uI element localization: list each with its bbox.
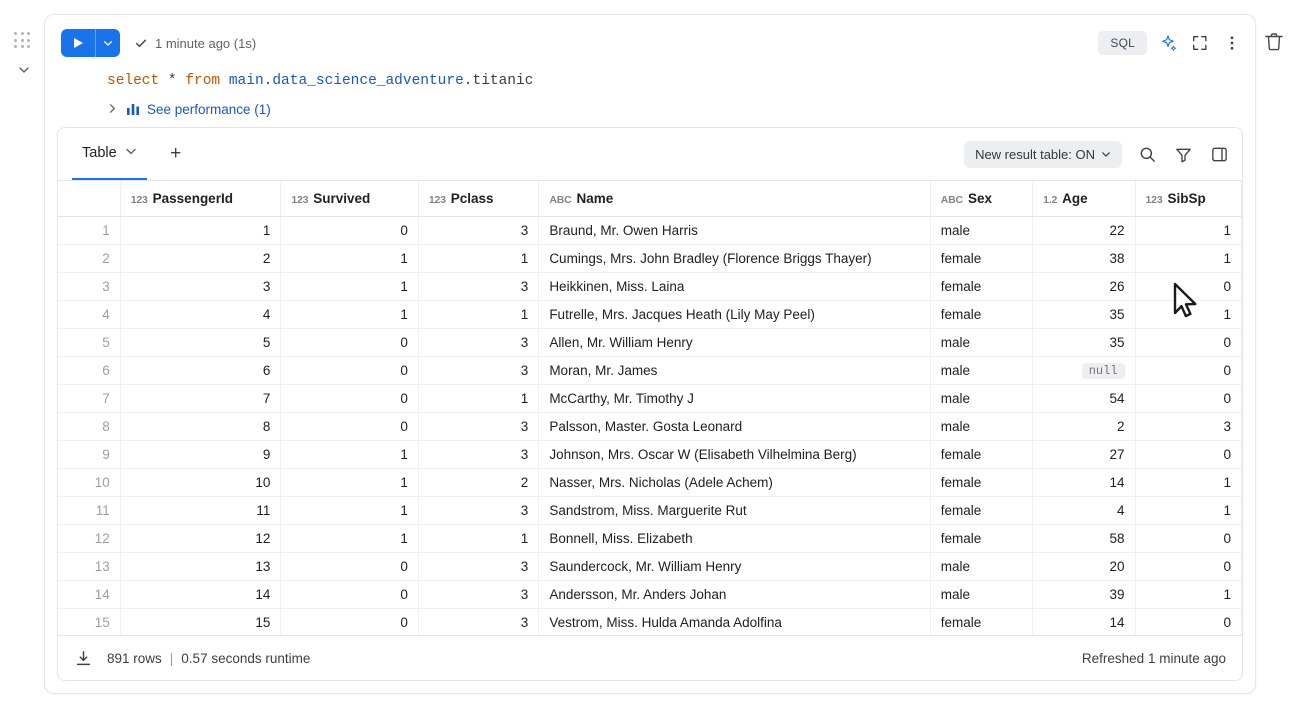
- left-rail: [0, 0, 44, 706]
- cell-sex[interactable]: male: [930, 580, 1032, 608]
- chevron-down-icon[interactable]: [125, 145, 137, 161]
- row-number: 15: [58, 608, 120, 635]
- cell-passengerid[interactable]: 10: [120, 468, 281, 496]
- sparkle-icon[interactable]: [1157, 32, 1179, 54]
- table-row[interactable]: [58, 440, 1242, 468]
- cell-age[interactable]: [1033, 356, 1135, 384]
- table-header-row: [58, 181, 1242, 216]
- table-row[interactable]: [58, 496, 1242, 524]
- cell-passengerid[interactable]: 1: [120, 216, 281, 244]
- toggle-caret-icon: [1101, 147, 1111, 162]
- cell-age[interactable]: 58: [1033, 524, 1135, 552]
- cell-sex[interactable]: female: [930, 440, 1032, 468]
- row-number: 11: [58, 496, 120, 524]
- cell-pclass[interactable]: 2: [418, 468, 538, 496]
- table-row[interactable]: [58, 552, 1242, 580]
- cell-survived[interactable]: 0: [281, 216, 419, 244]
- cell-sibsp[interactable]: 1: [1135, 300, 1241, 328]
- cell-pclass[interactable]: 3: [418, 580, 538, 608]
- fullscreen-icon[interactable]: [1189, 32, 1211, 54]
- results-panel: [57, 127, 1243, 681]
- drag-handle-icon[interactable]: [14, 32, 32, 50]
- sql-language-chip[interactable]: SQL: [1098, 31, 1147, 55]
- cell-survived[interactable]: 0: [281, 384, 419, 412]
- cell-name[interactable]: Palsson, Master. Gosta Leonard: [539, 412, 930, 440]
- cell-age[interactable]: 14: [1033, 468, 1135, 496]
- cell-sex[interactable]: female: [930, 468, 1032, 496]
- row-number: 3: [58, 272, 120, 300]
- column-type-icon: 123: [291, 193, 309, 206]
- cell-sex[interactable]: female: [930, 608, 1032, 635]
- sql-cell: [44, 14, 1256, 694]
- cell-pclass[interactable]: 1: [418, 244, 538, 272]
- collapse-chevron-icon[interactable]: [16, 62, 32, 78]
- more-options-icon[interactable]: [1221, 32, 1243, 54]
- cell-age[interactable]: 4: [1033, 496, 1135, 524]
- cell-name[interactable]: Futrelle, Mrs. Jacques Heath (Lily May Peel): [539, 300, 930, 328]
- cell-name[interactable]: Cumings, Mrs. John Bradley (Florence Briggs Thayer): [539, 244, 930, 272]
- cell-age[interactable]: 14: [1033, 608, 1135, 635]
- table-row[interactable]: [58, 328, 1242, 356]
- cell-sex[interactable]: female: [930, 496, 1032, 524]
- new-result-table-toggle[interactable]: [964, 141, 1122, 168]
- cell-name[interactable]: Nasser, Mrs. Nicholas (Adele Achem): [539, 468, 930, 496]
- cell-name[interactable]: Saundercock, Mr. William Henry: [539, 552, 930, 580]
- new-result-table-label: New result table: ON: [975, 146, 1095, 162]
- table-header-rownum: [58, 181, 120, 216]
- table-row[interactable]: [58, 412, 1242, 440]
- column-type-icon: 123: [1145, 193, 1163, 206]
- cell-name[interactable]: Heikkinen, Miss. Laina: [539, 272, 930, 300]
- cell-pclass[interactable]: 1: [418, 524, 538, 552]
- table-row[interactable]: [58, 216, 1242, 244]
- cell-sex[interactable]: female: [930, 300, 1032, 328]
- cell-age[interactable]: 22: [1033, 216, 1135, 244]
- run-status: [134, 36, 256, 51]
- sql-dot-2: .: [463, 73, 473, 89]
- cell-age[interactable]: 38: [1033, 244, 1135, 272]
- cell-sibsp[interactable]: 1: [1135, 580, 1241, 608]
- filter-icon[interactable]: [1172, 143, 1194, 165]
- table-header-survived[interactable]: [281, 181, 419, 216]
- delete-cell-icon[interactable]: [1262, 30, 1286, 54]
- cell-sibsp[interactable]: 1: [1135, 244, 1241, 272]
- runtime-label: 0.57 seconds runtime: [181, 650, 311, 666]
- cell-passengerid[interactable]: 15: [120, 608, 281, 635]
- table-row[interactable]: [58, 468, 1242, 496]
- table-row[interactable]: [58, 356, 1242, 384]
- table-body: [58, 216, 1242, 635]
- column-label: Sex: [967, 190, 992, 206]
- cell-survived[interactable]: 0: [281, 608, 419, 635]
- cell-pclass[interactable]: 3: [418, 440, 538, 468]
- cell-age[interactable]: 27: [1033, 440, 1135, 468]
- cell-pclass[interactable]: 3: [418, 412, 538, 440]
- cell-pclass[interactable]: 3: [418, 356, 538, 384]
- sql-editor[interactable]: [45, 71, 1255, 91]
- cell-age[interactable]: 20: [1033, 552, 1135, 580]
- cell-age[interactable]: 35: [1033, 328, 1135, 356]
- cell-sibsp[interactable]: 1: [1135, 216, 1241, 244]
- cell-sex[interactable]: male: [930, 412, 1032, 440]
- row-number: 2: [58, 244, 120, 272]
- cell-name[interactable]: Vestrom, Miss. Hulda Amanda Adolfina: [539, 608, 930, 635]
- footer-separator: |: [169, 650, 174, 666]
- results-table: [58, 181, 1242, 635]
- sql-schema: main: [228, 73, 264, 89]
- cell-survived[interactable]: 0: [281, 412, 419, 440]
- cell-passengerid[interactable]: 3: [120, 272, 281, 300]
- sql-star: *: [159, 73, 186, 89]
- toolbar-right-actions: [1098, 15, 1243, 71]
- row-number: 1: [58, 216, 120, 244]
- play-icon: [61, 29, 95, 57]
- cell-sex[interactable]: male: [930, 552, 1032, 580]
- table-row[interactable]: [58, 524, 1242, 552]
- cell-pclass[interactable]: 3: [418, 216, 538, 244]
- download-icon[interactable]: [74, 649, 93, 668]
- cell-name[interactable]: Allen, Mr. William Henry: [539, 328, 930, 356]
- cell-passengerid[interactable]: 2: [120, 244, 281, 272]
- cell-pclass[interactable]: 3: [418, 552, 538, 580]
- cell-survived[interactable]: 0: [281, 328, 419, 356]
- row-number: 13: [58, 552, 120, 580]
- cell-name[interactable]: McCarthy, Mr. Timothy J: [539, 384, 930, 412]
- cell-passengerid[interactable]: 8: [120, 412, 281, 440]
- sql-dot-1: .: [263, 73, 273, 89]
- table-header-name[interactable]: [539, 181, 930, 216]
- cell-pclass[interactable]: 3: [418, 272, 538, 300]
- row-number: 5: [58, 328, 120, 356]
- results-table-container[interactable]: [58, 181, 1242, 635]
- tab-table[interactable]: [72, 128, 147, 180]
- row-number: 7: [58, 384, 120, 412]
- cell-pclass[interactable]: 1: [418, 300, 538, 328]
- search-icon[interactable]: [1136, 143, 1158, 165]
- cell-survived[interactable]: 0: [281, 356, 419, 384]
- table-header-age[interactable]: [1033, 181, 1135, 216]
- cell-survived[interactable]: 1: [281, 524, 419, 552]
- cell-pclass[interactable]: 3: [418, 608, 538, 635]
- cell-passengerid[interactable]: 7: [120, 384, 281, 412]
- table-row[interactable]: [58, 580, 1242, 608]
- cell-age[interactable]: 26: [1033, 272, 1135, 300]
- column-type-icon: ABC: [940, 193, 963, 206]
- cell-sibsp[interactable]: 3: [1135, 412, 1241, 440]
- row-number: 6: [58, 356, 120, 384]
- results-tab-actions: [964, 128, 1230, 180]
- cell-survived[interactable]: 0: [281, 580, 419, 608]
- table-header-pclass[interactable]: [418, 181, 538, 216]
- see-performance-row[interactable]: [45, 91, 1255, 125]
- cell-passengerid[interactable]: 12: [120, 524, 281, 552]
- expand-chevron-icon[interactable]: [107, 102, 119, 117]
- cell-passengerid[interactable]: 13: [120, 552, 281, 580]
- cell-age[interactable]: 39: [1033, 580, 1135, 608]
- column-type-icon: 123: [130, 193, 148, 206]
- run-options-caret-icon[interactable]: [96, 29, 120, 57]
- cell-name[interactable]: Braund, Mr. Owen Harris: [539, 216, 930, 244]
- success-check-icon: [134, 36, 148, 50]
- row-number: 10: [58, 468, 120, 496]
- cell-sibsp[interactable]: 0: [1135, 524, 1241, 552]
- sql-keyword-from: from: [185, 73, 221, 89]
- column-type-icon: 1.2: [1043, 193, 1058, 206]
- cell-sex[interactable]: female: [930, 524, 1032, 552]
- cell-survived[interactable]: 1: [281, 496, 419, 524]
- cell-name[interactable]: Bonnell, Miss. Elizabeth: [539, 524, 930, 552]
- run-button[interactable]: [61, 29, 120, 57]
- refreshed-label: Refreshed 1 minute ago: [1081, 650, 1226, 666]
- cell-sibsp[interactable]: 0: [1135, 384, 1241, 412]
- cell-sibsp[interactable]: 0: [1135, 608, 1241, 635]
- cell-sibsp[interactable]: 1: [1135, 496, 1241, 524]
- row-number: 12: [58, 524, 120, 552]
- cell-sex[interactable]: male: [930, 328, 1032, 356]
- sql-dataset: data_science_adventure: [272, 73, 464, 89]
- see-performance-label[interactable]: See performance (1): [147, 101, 271, 117]
- table-header-passengerid[interactable]: [120, 181, 281, 216]
- cell-survived[interactable]: 1: [281, 244, 419, 272]
- table-header-sibsp[interactable]: [1135, 181, 1241, 216]
- cell-sex[interactable]: male: [930, 216, 1032, 244]
- row-number: 14: [58, 580, 120, 608]
- rows-count: 891 rows: [107, 650, 162, 666]
- run-status-text: 1 minute ago (1s): [155, 35, 257, 51]
- cell-pclass[interactable]: 3: [418, 496, 538, 524]
- cell-sibsp[interactable]: 0: [1135, 440, 1241, 468]
- cell-sex[interactable]: male: [930, 384, 1032, 412]
- column-label: Name: [576, 190, 614, 206]
- cell-passengerid[interactable]: 6: [120, 356, 281, 384]
- cell-sibsp[interactable]: 0: [1135, 328, 1241, 356]
- cell-name[interactable]: Johnson, Mrs. Oscar W (Elisabeth Vilhelmina Berg): [539, 440, 930, 468]
- cell-pclass[interactable]: 1: [418, 384, 538, 412]
- table-row[interactable]: [58, 384, 1242, 412]
- table-row[interactable]: [58, 244, 1242, 272]
- cell-sibsp[interactable]: 1: [1135, 468, 1241, 496]
- cell-survived[interactable]: 0: [281, 552, 419, 580]
- cell-survived[interactable]: 1: [281, 468, 419, 496]
- cell-name[interactable]: Sandstrom, Miss. Marguerite Rut: [539, 496, 930, 524]
- cell-passengerid[interactable]: 5: [120, 328, 281, 356]
- cell-passengerid[interactable]: 9: [120, 440, 281, 468]
- column-label: SibSp: [1167, 190, 1206, 206]
- row-number: 9: [58, 440, 120, 468]
- column-label: Pclass: [450, 190, 494, 206]
- side-panel-icon[interactable]: [1208, 143, 1230, 165]
- cell-name[interactable]: Moran, Mr. James: [539, 356, 930, 384]
- chart-bars-icon: [125, 101, 141, 117]
- cell-passengerid[interactable]: 4: [120, 300, 281, 328]
- sql-space: [220, 73, 229, 89]
- cell-pclass[interactable]: 3: [418, 328, 538, 356]
- table-row[interactable]: [58, 272, 1242, 300]
- row-number: 4: [58, 300, 120, 328]
- cell-toolbar: [45, 15, 1255, 71]
- cell-sex[interactable]: female: [930, 244, 1032, 272]
- cell-age[interactable]: 35: [1033, 300, 1135, 328]
- column-label: Survived: [313, 190, 371, 206]
- sql-table: titanic: [472, 73, 534, 89]
- sql-keyword-select: select: [107, 73, 160, 89]
- cell-name[interactable]: Andersson, Mr. Anders Johan: [539, 580, 930, 608]
- results-tabbar: [58, 128, 1242, 181]
- table-row[interactable]: [58, 300, 1242, 328]
- cell-sibsp[interactable]: 0: [1135, 272, 1241, 300]
- cell-sibsp[interactable]: 0: [1135, 552, 1241, 580]
- cell-sex[interactable]: female: [930, 272, 1032, 300]
- row-number: 8: [58, 412, 120, 440]
- column-type-icon: 123: [428, 193, 446, 206]
- cell-passengerid[interactable]: 14: [120, 580, 281, 608]
- cell-age[interactable]: 2: [1033, 412, 1135, 440]
- cell-passengerid[interactable]: 11: [120, 496, 281, 524]
- null-badge: null: [1082, 363, 1125, 379]
- table-row[interactable]: [58, 608, 1242, 635]
- column-label: PassengerId: [152, 190, 233, 206]
- add-tab-button[interactable]: +: [170, 143, 182, 164]
- cell-survived[interactable]: 1: [281, 440, 419, 468]
- cell-sibsp[interactable]: 0: [1135, 356, 1241, 384]
- cell-age[interactable]: 54: [1033, 384, 1135, 412]
- cell-sex[interactable]: male: [930, 356, 1032, 384]
- column-type-icon: ABC: [549, 193, 572, 206]
- cell-survived[interactable]: 1: [281, 272, 419, 300]
- results-footer: [58, 635, 1242, 680]
- table-header-sex[interactable]: [930, 181, 1032, 216]
- column-label: Age: [1062, 190, 1088, 206]
- cell-survived[interactable]: 1: [281, 300, 419, 328]
- tab-table-label: Table: [82, 145, 117, 161]
